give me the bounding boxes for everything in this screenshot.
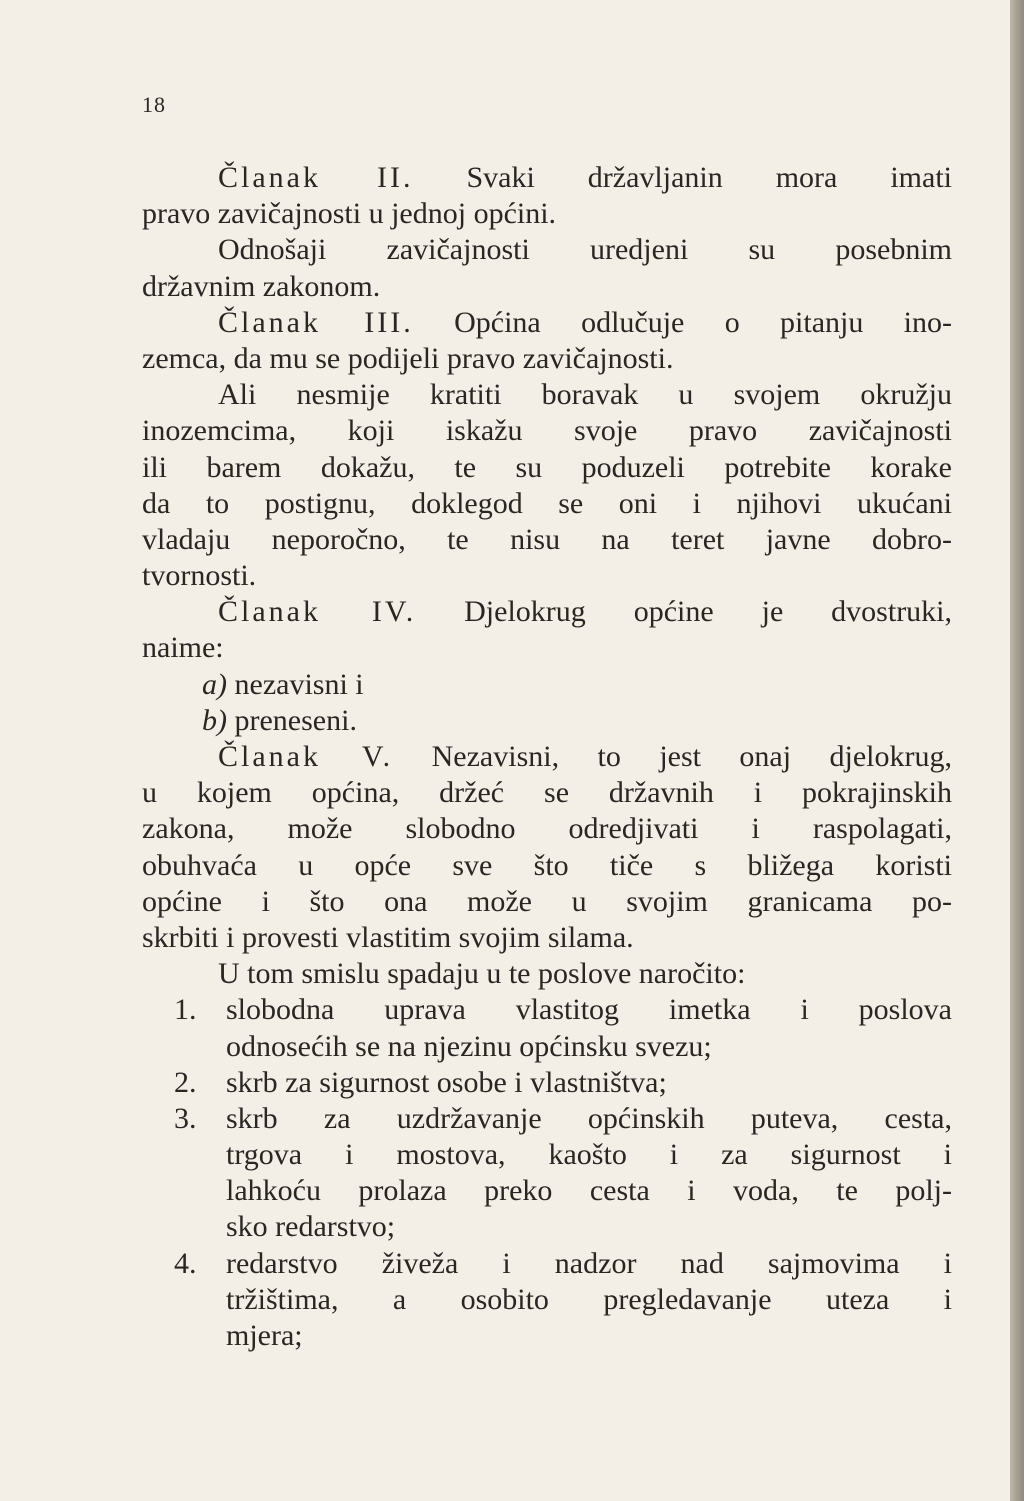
- text-line: u kojem općina, držeć se državnih i pokrajinskih: [142, 776, 952, 810]
- list-marker: a): [202, 667, 227, 701]
- text-line: [142, 305, 952, 341]
- text-line: mjera;: [226, 1319, 303, 1352]
- text-line: tvornosti.: [142, 559, 257, 593]
- text-line: tržištima, a osobito pregledavanje uteza i: [226, 1282, 952, 1316]
- numbered-item: [142, 1065, 952, 1101]
- list-item: [142, 703, 952, 739]
- text-line: lahkoću prolaza preko cesta i voda, te polj-: [226, 1174, 952, 1208]
- item-number: 1.: [174, 993, 197, 1027]
- text-line: da to postignu, doklegod se oni i njihovi ukućani: [142, 486, 952, 520]
- text-line: slobodna uprava vlastitog imetka i poslova: [226, 993, 952, 1027]
- text-line: odnosećih se na njezinu općinsku svezu;: [226, 1029, 712, 1063]
- text-line: U tom smislu spadaju u te poslove naročito:: [218, 957, 746, 991]
- text-line: naime:: [142, 631, 224, 665]
- article-heading: Članak III.: [218, 305, 414, 339]
- text-line: sko redarstvo;: [226, 1210, 396, 1244]
- text-segment: Svaki državljanin mora imati: [466, 161, 952, 194]
- numbered-item: [142, 1101, 952, 1137]
- text-line: skrb za uzdržavanje općinskih puteva, cesta,: [226, 1101, 952, 1135]
- text-line: [142, 160, 952, 196]
- text-line: skrbiti i provesti vlastitim svojim silama.: [142, 920, 634, 954]
- text-segment: Općina odlučuje o pitanju ino-: [454, 305, 952, 339]
- page-edge-right: [1010, 0, 1024, 1501]
- list-item: [142, 667, 952, 703]
- text-line: obuhvaća u opće sve što tiče s bližega koristi: [142, 848, 952, 882]
- item-number: 3.: [174, 1101, 197, 1135]
- text-segment: nezavisni i: [234, 667, 364, 701]
- text-line: zemca, da mu se podijeli pravo zavičajnosti.: [142, 341, 674, 375]
- text-segment: Djelokrug općine je dvostruki,: [464, 595, 953, 629]
- text-line: općine i što ona može u svojim granicama po-: [142, 884, 952, 918]
- text-line: Odnošaji zavičajnosti uredjeni su posebnim: [218, 233, 952, 267]
- text-line: redarstvo živeža i nadzor nad sajmovima i: [226, 1246, 952, 1280]
- text-line: vladaju neporočno, te nisu na teret javne dobro-: [142, 522, 952, 556]
- article-heading: Članak V.: [218, 740, 394, 773]
- text-line: Ali nesmije kratiti boravak u svojem okružju: [218, 378, 952, 412]
- numbered-item: [142, 1246, 952, 1282]
- text-line: zakona, može slobodno odredjivati i raspolagati,: [142, 812, 952, 846]
- page-number: 18: [142, 92, 166, 117]
- item-number: 4.: [174, 1246, 197, 1280]
- page-body: [142, 160, 952, 1354]
- text-line: [142, 739, 952, 775]
- text-line: inozemcima, koji iskažu svoje pravo zavičajnosti: [142, 414, 952, 448]
- list-marker: b): [202, 703, 227, 737]
- article-heading: Članak II.: [218, 161, 414, 194]
- text-segment: Nezavisni, to jest onaj djelokrug,: [431, 740, 953, 773]
- numbered-item: [142, 992, 952, 1028]
- text-line: ili barem dokažu, te su poduzeli potrebite korake: [142, 450, 952, 484]
- text-line: [142, 594, 952, 630]
- article-heading: Članak IV.: [218, 595, 417, 629]
- text-line: trgova i mostova, kaošto i za sigurnost i: [226, 1138, 952, 1172]
- text-segment: preneseni.: [234, 703, 357, 737]
- text-line: državnim zakonom.: [142, 269, 381, 303]
- text-line: pravo zavičajnosti u jednoj općini.: [142, 197, 557, 231]
- item-number: 2.: [174, 1065, 197, 1099]
- text-line: skrb za sigurnost osobe i vlastništva;: [226, 1065, 667, 1099]
